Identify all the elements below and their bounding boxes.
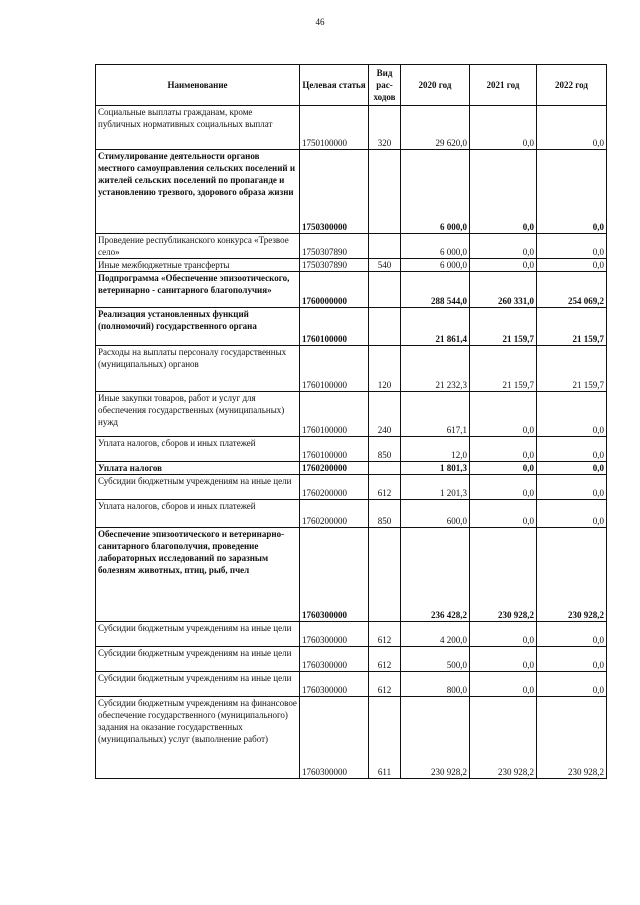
row-expense-type: 240	[369, 392, 401, 437]
row-2021: 21 159,7	[470, 346, 537, 392]
row-target: 1760200000	[300, 475, 369, 500]
row-name: Расходы на выплаты персоналу государственных (муниципальных) органов	[96, 346, 300, 392]
row-2021: 0,0	[470, 475, 537, 500]
row-name: Реализация установленных функций (полномочий) государственного органа	[96, 308, 300, 346]
row-target: 1750300000	[300, 150, 369, 234]
row-2022: 21 159,7	[537, 346, 607, 392]
row-2022: 0,0	[537, 647, 607, 672]
table-row	[96, 259, 607, 272]
row-expense-type: 540	[369, 259, 401, 272]
row-target: 1750100000	[300, 106, 369, 150]
row-name: Субсидии бюджетным учреждениям на иные цели	[96, 475, 300, 500]
table-row	[96, 346, 607, 392]
row-2021: 0,0	[470, 622, 537, 647]
row-name: Уплата налогов, сборов и иных платежей	[96, 500, 300, 528]
row-2021: 21 159,7	[470, 308, 537, 346]
row-expense-type: 612	[369, 672, 401, 697]
row-2020: 1 201,3	[401, 475, 470, 500]
row-2021: 0,0	[470, 647, 537, 672]
row-2021: 0,0	[470, 234, 537, 259]
row-target: 1760200000	[300, 500, 369, 528]
row-2020: 230 928,2	[401, 697, 470, 779]
budget-table	[95, 64, 607, 779]
header-2022: 2022 год	[537, 65, 607, 106]
row-2020: 12,0	[401, 437, 470, 462]
row-2022: 0,0	[537, 106, 607, 150]
row-2020: 21 861,4	[401, 308, 470, 346]
row-2022: 230 928,2	[537, 697, 607, 779]
row-2021: 0,0	[470, 437, 537, 462]
row-2022: 0,0	[537, 437, 607, 462]
row-2022: 0,0	[537, 234, 607, 259]
row-target: 1760100000	[300, 308, 369, 346]
row-2022: 0,0	[537, 500, 607, 528]
page-number: 46	[315, 17, 325, 27]
row-expense-type	[369, 234, 401, 259]
table-row	[96, 392, 607, 437]
row-2022: 0,0	[537, 672, 607, 697]
row-name: Уплата налогов, сборов и иных платежей	[96, 437, 300, 462]
table-row	[96, 697, 607, 779]
row-2022: 21 159,7	[537, 308, 607, 346]
row-2021: 0,0	[470, 259, 537, 272]
row-2020: 29 620,0	[401, 106, 470, 150]
row-2020: 6 000,0	[401, 150, 470, 234]
header-2020: 2020 год	[401, 65, 470, 106]
row-target: 1760300000	[300, 622, 369, 647]
row-2022: 0,0	[537, 150, 607, 234]
row-2022: 0,0	[537, 462, 607, 475]
table-row	[96, 272, 607, 308]
row-name: Субсидии бюджетным учреждениям на иные цели	[96, 672, 300, 697]
row-2020: 500,0	[401, 647, 470, 672]
row-expense-type: 850	[369, 500, 401, 528]
header-target: Целевая статья	[300, 65, 369, 106]
row-name: Иные межбюджетные трансферты	[96, 259, 300, 272]
row-name: Субсидии бюджетным учреждениям на финансовое обеспечение государственного (муниципального) задания на оказание государственных (муниципальных) услуг (выполнение работ)	[96, 697, 300, 779]
row-expense-type: 120	[369, 346, 401, 392]
row-target: 1750307890	[300, 259, 369, 272]
row-name: Субсидии бюджетным учреждениям на иные цели	[96, 622, 300, 647]
row-name: Обеспечение эпизоотического и ветеринарно-санитарного благополучия, проведение лабораторных исследований по заразным болезням животных, птиц, рыб, пчел	[96, 528, 300, 622]
row-2022: 0,0	[537, 475, 607, 500]
row-name: Социальные выплаты гражданам, кроме публичных нормативных социальных выплат	[96, 106, 300, 150]
table-row	[96, 647, 607, 672]
row-target: 1760300000	[300, 647, 369, 672]
row-target: 1760300000	[300, 697, 369, 779]
row-2021: 230 928,2	[470, 528, 537, 622]
table-header-row	[96, 65, 607, 106]
row-name: Проведение республиканского конкурса «Трезвое село»	[96, 234, 300, 259]
header-name: Наименование	[96, 65, 300, 106]
row-target: 1760100000	[300, 392, 369, 437]
table-row	[96, 528, 607, 622]
row-expense-type: 850	[369, 437, 401, 462]
row-2021: 230 928,2	[470, 697, 537, 779]
row-2022: 0,0	[537, 259, 607, 272]
table-row	[96, 462, 607, 475]
row-2022: 254 069,2	[537, 272, 607, 308]
row-2022: 0,0	[537, 392, 607, 437]
row-name: Иные закупки товаров, работ и услуг для обеспечения государственных (муниципальных) нужд	[96, 392, 300, 437]
row-2021: 0,0	[470, 106, 537, 150]
row-2020: 21 232,3	[401, 346, 470, 392]
row-2020: 6 000,0	[401, 259, 470, 272]
table-row	[96, 475, 607, 500]
table-row	[96, 500, 607, 528]
row-2021: 0,0	[470, 672, 537, 697]
table-row	[96, 672, 607, 697]
row-target: 1760000000	[300, 272, 369, 308]
table-row	[96, 234, 607, 259]
row-name: Подпрограмма «Обеспечение эпизоотического, ветеринарно - санитарного благополучия»	[96, 272, 300, 308]
row-target: 1750307890	[300, 234, 369, 259]
table-row	[96, 106, 607, 150]
row-expense-type	[369, 150, 401, 234]
row-2020: 1 801,3	[401, 462, 470, 475]
row-expense-type: 320	[369, 106, 401, 150]
row-target: 1760300000	[300, 672, 369, 697]
row-target: 1760100000	[300, 346, 369, 392]
table-row	[96, 150, 607, 234]
row-name: Стимулирование деятельности органов местного самоуправления сельских поселений и жителей сельских поселений по пропаганде и установлению трезвого, здорового образа жизни	[96, 150, 300, 234]
row-2020: 4 200,0	[401, 622, 470, 647]
row-expense-type: 612	[369, 622, 401, 647]
row-2020: 288 544,0	[401, 272, 470, 308]
row-2020: 6 000,0	[401, 234, 470, 259]
row-2020: 617,1	[401, 392, 470, 437]
header-expense-type: Вид рас-ходов	[369, 65, 401, 106]
table-row	[96, 622, 607, 647]
row-name: Субсидии бюджетным учреждениям на иные цели	[96, 647, 300, 672]
header-2021: 2021 год	[470, 65, 537, 106]
row-2021: 0,0	[470, 500, 537, 528]
row-2020: 600,0	[401, 500, 470, 528]
row-expense-type: 611	[369, 697, 401, 779]
row-expense-type: 612	[369, 647, 401, 672]
row-2020: 800,0	[401, 672, 470, 697]
row-target: 1760100000	[300, 437, 369, 462]
row-target: 1760300000	[300, 528, 369, 622]
row-expense-type	[369, 528, 401, 622]
row-expense-type	[369, 308, 401, 346]
table-row	[96, 437, 607, 462]
row-2021: 0,0	[470, 392, 537, 437]
table-row	[96, 308, 607, 346]
row-target: 1760200000	[300, 462, 369, 475]
row-expense-type	[369, 272, 401, 308]
row-name: Уплата налогов	[96, 462, 300, 475]
row-2021: 0,0	[470, 462, 537, 475]
row-2022: 230 928,2	[537, 528, 607, 622]
row-2022: 0,0	[537, 622, 607, 647]
row-expense-type	[369, 462, 401, 475]
row-2021: 260 331,0	[470, 272, 537, 308]
row-2021: 0,0	[470, 150, 537, 234]
row-2020: 236 428,2	[401, 528, 470, 622]
row-expense-type: 612	[369, 475, 401, 500]
